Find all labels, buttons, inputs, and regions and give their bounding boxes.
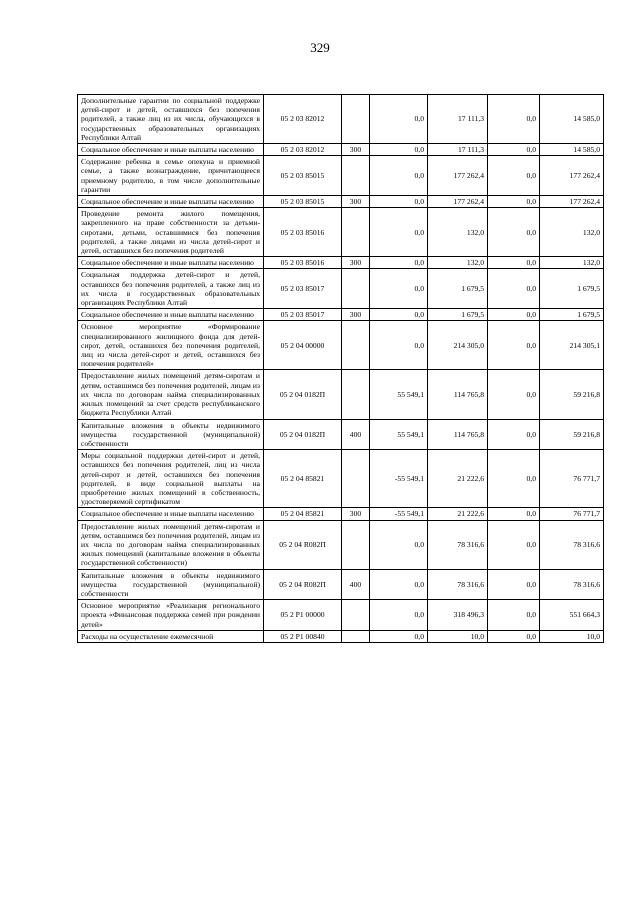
row-expense-type-cell xyxy=(342,520,370,569)
row-value-1-cell: 0,0 xyxy=(370,156,428,196)
row-name-cell: Социальное обеспечение и иные выплаты населению xyxy=(78,309,264,321)
row-value-4-cell: 78 316,6 xyxy=(540,569,604,600)
row-expense-type-cell: 300 xyxy=(342,508,370,520)
row-value-2-cell: 318 496,3 xyxy=(428,600,488,631)
table-row xyxy=(78,208,604,257)
row-code-cell: 05 2 03 85015 xyxy=(264,196,342,208)
row-value-4-cell: 14 585,0 xyxy=(540,95,604,144)
row-value-3-cell: 0,0 xyxy=(488,630,540,642)
row-expense-type-cell xyxy=(342,370,370,419)
row-code-cell: 05 2 03 85016 xyxy=(264,208,342,257)
row-name-cell: Основное мероприятие «Реализация регионального проекта «Финансовая поддержка семей при рождении детей» xyxy=(78,600,264,631)
row-value-1-cell: 0,0 xyxy=(370,196,428,208)
row-value-1-cell: 0,0 xyxy=(370,309,428,321)
row-name-cell: Капитальные вложения в объекты недвижимого имущества государственной (муниципальной) собственности xyxy=(78,569,264,600)
row-value-4-cell: 1 679,5 xyxy=(540,309,604,321)
row-value-3-cell: 0,0 xyxy=(488,309,540,321)
row-value-1-cell: 0,0 xyxy=(370,520,428,569)
row-code-cell: 05 2 03 82012 xyxy=(264,95,342,144)
row-name-cell: Социальное обеспечение и иные выплаты населению xyxy=(78,196,264,208)
row-expense-type-cell: 300 xyxy=(342,257,370,269)
page-number: 329 xyxy=(310,40,330,55)
row-code-cell: 05 2 04 0182П xyxy=(264,370,342,419)
row-expense-type-cell: 400 xyxy=(342,419,370,450)
table-row xyxy=(78,419,604,450)
table-row xyxy=(78,257,604,269)
row-value-4-cell: 59 216,8 xyxy=(540,419,604,450)
row-value-2-cell: 1 679,5 xyxy=(428,269,488,309)
row-value-1-cell: -55 549,1 xyxy=(370,508,428,520)
table-row xyxy=(78,95,604,144)
row-value-1-cell: 0,0 xyxy=(370,208,428,257)
row-value-4-cell: 177 262,4 xyxy=(540,156,604,196)
row-name-cell: Предоставление жилых помещений детям-сиротам и детям, оставшимся без попечения родителей, лицам из их числа по договорам найма специализированных жилых помещений (капитальные вложения в объекты государственной собственности) xyxy=(78,520,264,569)
row-value-2-cell: 214 305,0 xyxy=(428,321,488,370)
row-expense-type-cell xyxy=(342,600,370,631)
row-name-cell: Дополнительные гарантии по социальной поддержке детей-сирот и детей, оставшихся без попечения родителей, а также лиц из их числа, обучающихся в государственных образовательных организациях Республики Алтай xyxy=(78,95,264,144)
budget-table xyxy=(77,94,604,643)
row-name-cell: Капитальные вложения в объекты недвижимого имущества государственной (муниципальной) собственности xyxy=(78,419,264,450)
row-value-2-cell: 78 316,6 xyxy=(428,520,488,569)
row-code-cell: 05 2 04 R082П xyxy=(264,520,342,569)
row-value-1-cell: 0,0 xyxy=(370,569,428,600)
row-code-cell: 05 2 04 00000 xyxy=(264,321,342,370)
table-body xyxy=(78,95,604,643)
row-value-3-cell: 0,0 xyxy=(488,95,540,144)
row-name-cell: Социальное обеспечение и иные выплаты населению xyxy=(78,257,264,269)
row-value-4-cell: 132,0 xyxy=(540,257,604,269)
row-value-1-cell: 0,0 xyxy=(370,257,428,269)
row-value-1-cell: 0,0 xyxy=(370,269,428,309)
row-value-3-cell: 0,0 xyxy=(488,144,540,156)
row-value-2-cell: 21 222,6 xyxy=(428,508,488,520)
row-code-cell: 05 2 04 R082П xyxy=(264,569,342,600)
table-row xyxy=(78,196,604,208)
table-row xyxy=(78,450,604,508)
table-row xyxy=(78,520,604,569)
row-value-3-cell: 0,0 xyxy=(488,321,540,370)
row-value-2-cell: 17 111,3 xyxy=(428,144,488,156)
row-value-3-cell: 0,0 xyxy=(488,450,540,508)
row-code-cell: 05 2 03 82012 xyxy=(264,144,342,156)
row-expense-type-cell xyxy=(342,321,370,370)
row-name-cell: Социальное обеспечение и иные выплаты населению xyxy=(78,508,264,520)
row-name-cell: Расходы на осуществление ежемесячной xyxy=(78,630,264,642)
row-code-cell: 05 2 04 0182П xyxy=(264,419,342,450)
row-expense-type-cell xyxy=(342,269,370,309)
row-value-2-cell: 177 262,4 xyxy=(428,196,488,208)
row-value-1-cell: 0,0 xyxy=(370,630,428,642)
row-name-cell: Социальная поддержка детей-сирот и детей, оставшихся без попечения родителей, а также лиц из их числа в государственных образовательных организациях Республики Алтай xyxy=(78,269,264,309)
row-value-2-cell: 132,0 xyxy=(428,208,488,257)
row-value-4-cell: 214 305,1 xyxy=(540,321,604,370)
row-expense-type-cell xyxy=(342,450,370,508)
row-expense-type-cell xyxy=(342,208,370,257)
row-value-4-cell: 1 679,5 xyxy=(540,269,604,309)
row-code-cell: 05 2 03 85017 xyxy=(264,269,342,309)
table-row xyxy=(78,144,604,156)
row-value-2-cell: 17 111,3 xyxy=(428,95,488,144)
table-row xyxy=(78,156,604,196)
row-name-cell: Предоставление жилых помещений детям-сиротам и детям, оставшимся без попечения родителей, лицам из их числа по договорам найма специализированных жилых помещений за счет средств республиканского бюджета Республики Алтай xyxy=(78,370,264,419)
row-expense-type-cell xyxy=(342,95,370,144)
row-value-2-cell: 177 262,4 xyxy=(428,156,488,196)
row-value-1-cell: 0,0 xyxy=(370,144,428,156)
row-value-3-cell: 0,0 xyxy=(488,208,540,257)
row-value-3-cell: 0,0 xyxy=(488,419,540,450)
row-value-4-cell: 10,0 xyxy=(540,630,604,642)
row-name-cell: Основное мероприятие «Формирование специализированного жилищного фонда для детей-сирот, детей, оставшихся без попечения родителей, лиц из числа детей-сирот и детей, оставшихся без попечения родителей» xyxy=(78,321,264,370)
row-value-3-cell: 0,0 xyxy=(488,520,540,569)
row-code-cell: 05 2 04 85821 xyxy=(264,450,342,508)
row-code-cell: 05 2 03 85017 xyxy=(264,309,342,321)
row-expense-type-cell: 400 xyxy=(342,569,370,600)
row-value-1-cell: -55 549,1 xyxy=(370,450,428,508)
row-expense-type-cell xyxy=(342,630,370,642)
table-row xyxy=(78,569,604,600)
row-value-3-cell: 0,0 xyxy=(488,508,540,520)
row-code-cell: 05 2 P1 00000 xyxy=(264,600,342,631)
row-value-4-cell: 76 771,7 xyxy=(540,450,604,508)
row-value-4-cell: 551 664,3 xyxy=(540,600,604,631)
row-expense-type-cell: 300 xyxy=(342,309,370,321)
row-code-cell: 05 2 P1 00840 xyxy=(264,630,342,642)
row-value-4-cell: 14 585,0 xyxy=(540,144,604,156)
table-row xyxy=(78,370,604,419)
row-value-2-cell: 114 765,8 xyxy=(428,370,488,419)
row-value-3-cell: 0,0 xyxy=(488,370,540,419)
row-value-3-cell: 0,0 xyxy=(488,196,540,208)
table-row xyxy=(78,321,604,370)
row-value-3-cell: 0,0 xyxy=(488,600,540,631)
row-code-cell: 05 2 03 85016 xyxy=(264,257,342,269)
table-row xyxy=(78,630,604,642)
row-value-3-cell: 0,0 xyxy=(488,569,540,600)
row-value-1-cell: 0,0 xyxy=(370,600,428,631)
row-name-cell: Содержание ребенка в семье опекуна и приемной семье, а также вознаграждение, причитающееся приемному родителю, в том числе дополнительные гарантии xyxy=(78,156,264,196)
row-expense-type-cell xyxy=(342,156,370,196)
row-value-3-cell: 0,0 xyxy=(488,257,540,269)
row-value-1-cell: 55 549,1 xyxy=(370,370,428,419)
table-row xyxy=(78,600,604,631)
table-row xyxy=(78,508,604,520)
row-value-4-cell: 78 316,6 xyxy=(540,520,604,569)
row-value-2-cell: 78 316,6 xyxy=(428,569,488,600)
row-value-3-cell: 0,0 xyxy=(488,156,540,196)
row-code-cell: 05 2 04 85821 xyxy=(264,508,342,520)
row-value-1-cell: 0,0 xyxy=(370,95,428,144)
row-value-4-cell: 76 771,7 xyxy=(540,508,604,520)
row-value-3-cell: 0,0 xyxy=(488,269,540,309)
row-value-4-cell: 59 216,8 xyxy=(540,370,604,419)
row-expense-type-cell: 300 xyxy=(342,196,370,208)
row-name-cell: Проведение ремонта жилого помещения, закрепленного на праве собственности за детьми-сиротами, детьми, оставшимися без попечения родителей, а также лицами из числа детей-сирот и детей, оставшихся без попечения родителей xyxy=(78,208,264,257)
row-value-1-cell: 55 549,1 xyxy=(370,419,428,450)
row-value-1-cell: 0,0 xyxy=(370,321,428,370)
row-value-4-cell: 177 262,4 xyxy=(540,196,604,208)
row-value-2-cell: 132,0 xyxy=(428,257,488,269)
row-value-2-cell: 1 679,5 xyxy=(428,309,488,321)
table-row xyxy=(78,309,604,321)
row-name-cell: Меры социальной поддержки детей-сирот и детей, оставшихся без попечения родителей, лиц из числа детей-сирот и детей, оставшихся без попечения родителей, в виде социальной выплаты на приобретение жилых помещений в собственность, удостоверяемой сертификатом xyxy=(78,450,264,508)
row-value-2-cell: 21 222,6 xyxy=(428,450,488,508)
row-code-cell: 05 2 03 85015 xyxy=(264,156,342,196)
row-value-4-cell: 132,0 xyxy=(540,208,604,257)
row-value-2-cell: 10,0 xyxy=(428,630,488,642)
table-row xyxy=(78,269,604,309)
row-value-2-cell: 114 765,8 xyxy=(428,419,488,450)
row-name-cell: Социальное обеспечение и иные выплаты населению xyxy=(78,144,264,156)
row-expense-type-cell: 300 xyxy=(342,144,370,156)
